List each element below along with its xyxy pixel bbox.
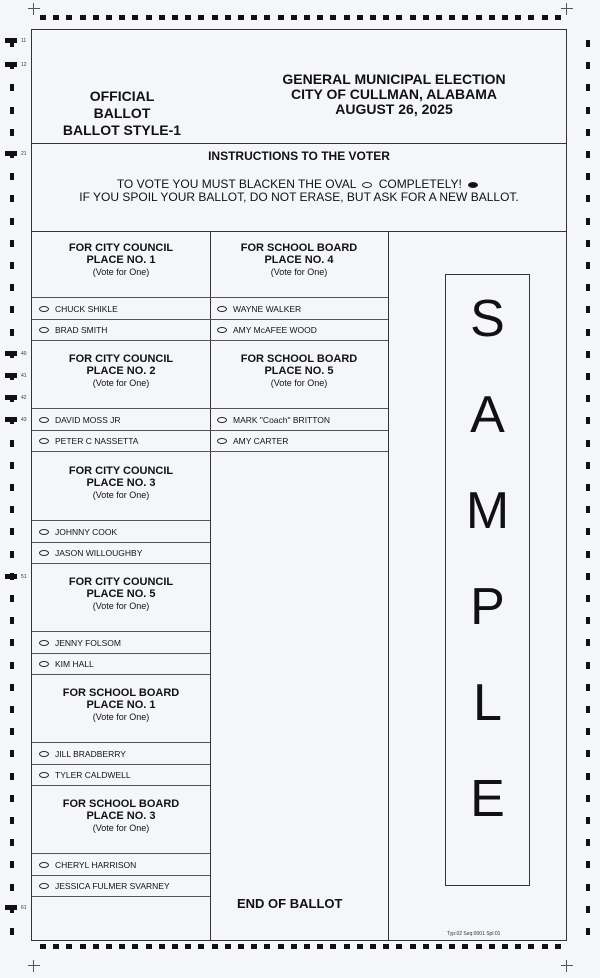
candidate-name: WAYNE WALKER [233,303,302,314]
timing-mark [317,944,323,949]
timing-mark [93,944,99,949]
timing-mark [586,462,590,469]
sample-letter: P [470,578,505,636]
sample-letter: A [470,386,505,444]
row-number: 42 [21,395,27,401]
sample-letter: L [473,674,502,732]
ballot-code: Typ:02 Seq:0001 Spl:01 [447,931,501,937]
sample-letter: S [470,290,505,348]
timing-mark [291,944,297,949]
timing-mark [317,15,323,20]
timing-mark [410,944,416,949]
timing-mark [185,944,191,949]
candidate-row[interactable] [210,297,388,319]
contest-heading [210,242,388,278]
vote-oval[interactable] [39,661,49,667]
contest-place: PLACE NO. 5 [264,365,334,377]
timing-mark [10,617,14,624]
vote-oval[interactable] [39,862,49,868]
timing-mark [10,195,14,202]
contest-place: PLACE NO. 3 [86,810,156,822]
timing-mark [555,944,561,949]
contest-place: PLACE NO. 3 [86,477,156,489]
vote-oval[interactable] [39,529,49,535]
timing-mark [10,928,14,935]
timing-mark [264,944,270,949]
timing-mark [5,574,17,579]
timing-mark [586,329,590,336]
row-number: 41 [21,373,27,379]
timing-mark [586,262,590,269]
timing-mark [344,15,350,20]
vote-instruction: (Vote for One) [270,267,328,277]
timing-mark [586,639,590,646]
timing-mark [357,944,363,949]
timing-mark [528,944,534,949]
timing-mark [396,944,402,949]
timing-mark [370,944,376,949]
row-number: 40 [21,351,27,357]
timing-mark [132,15,138,20]
registration-mark [561,960,573,972]
instructions-line-1 [32,177,566,191]
timing-mark [10,107,14,114]
column-divider [388,231,389,941]
timing-mark [383,944,389,949]
contest-office: FOR CITY COUNCIL [68,353,174,365]
ballot-frame [31,29,567,941]
candidate-row[interactable] [32,653,210,675]
timing-mark [502,15,508,20]
timing-mark [159,15,165,20]
timing-mark [5,905,17,910]
timing-mark [5,62,17,67]
timing-mark [344,944,350,949]
candidate-row[interactable] [210,319,388,341]
timing-mark [436,15,442,20]
timing-mark [586,484,590,491]
timing-mark [586,817,590,824]
timing-mark [586,662,590,669]
timing-mark [264,15,270,20]
timing-mark [185,15,191,20]
row-number: 61 [21,905,27,911]
timing-mark [586,684,590,691]
row-number: 43 [21,417,27,423]
ballot-style-label: BALLOT STYLE-1 [62,122,182,138]
timing-mark [586,440,590,447]
candidate-name: AMY CARTER [233,436,289,446]
timing-mark [586,395,590,402]
candidate-row[interactable] [32,542,210,564]
vote-oval[interactable] [39,438,49,444]
timing-mark [10,329,14,336]
timing-mark [330,944,336,949]
timing-mark [159,944,165,949]
timing-mark [119,15,125,20]
vote-oval[interactable] [39,640,49,646]
timing-mark [586,728,590,735]
instructions-text: COMPLETELY! [378,177,462,191]
timing-mark [66,944,72,949]
timing-mark [502,944,508,949]
timing-mark [10,262,14,269]
timing-mark [10,240,14,247]
timing-mark [5,417,17,422]
timing-mark [10,528,14,535]
vote-instruction: (Vote for One) [92,378,150,388]
sample-watermark-box [445,274,530,886]
timing-mark [80,944,86,949]
timing-mark [515,15,521,20]
contest-office: FOR CITY COUNCIL [68,242,174,254]
official-ballot-label: OFFICIAL BALLOT [89,88,155,121]
timing-mark [423,944,429,949]
vote-oval[interactable] [39,772,49,778]
timing-mark [10,639,14,646]
timing-mark [10,218,14,225]
contest-office: FOR SCHOOL BOARD [240,353,358,365]
filled-oval-icon [468,182,478,188]
vote-oval[interactable] [39,306,49,312]
timing-mark [225,15,231,20]
candidate-name: DAVID MOSS JR [55,414,121,425]
timing-mark [370,15,376,20]
timing-mark [586,773,590,780]
candidate-name: CHERYL HARRISON [55,859,137,870]
contest-heading [32,576,210,612]
timing-mark [586,617,590,624]
registration-mark [28,3,40,15]
timing-mark [586,928,590,935]
timing-mark [66,15,72,20]
vote-oval[interactable] [217,417,227,423]
election-date: AUGUST 26, 2025 [335,101,453,117]
contest-heading [32,353,210,389]
timing-mark [10,684,14,691]
timing-mark [586,40,590,47]
candidate-row[interactable] [32,764,210,786]
candidate-name: JENNY FOLSOM [55,637,121,648]
timing-mark [5,38,17,43]
timing-mark [278,944,284,949]
candidate-row[interactable] [32,520,210,542]
contest-heading [210,353,388,389]
contest-heading [32,242,210,278]
vote-oval[interactable] [39,883,49,889]
timing-mark [489,944,495,949]
timing-mark [10,84,14,91]
candidate-row[interactable] [32,319,210,341]
contest-office: FOR CITY COUNCIL [68,465,174,477]
timing-mark [586,906,590,913]
instructions-line-2: IF YOU SPOIL YOUR BALLOT, DO NOT ERASE, BUT ASK FOR A NEW BALLOT. [79,190,519,204]
timing-mark [586,528,590,535]
vote-oval[interactable] [217,306,227,312]
election-heading [232,72,556,117]
sample-letter: M [465,482,510,540]
candidate-name: PETER C NASSETTA [55,436,139,446]
contest-office: FOR SCHOOL BOARD [62,798,180,810]
timing-mark [212,944,218,949]
timing-mark [53,15,59,20]
empty-oval-icon [362,182,372,188]
timing-mark [238,15,244,20]
timing-mark [10,595,14,602]
timing-mark [5,373,17,378]
timing-mark [586,839,590,846]
timing-mark [106,944,112,949]
vote-instruction: (Vote for One) [92,712,150,722]
timing-mark [10,728,14,735]
timing-mark [449,944,455,949]
timing-mark [586,750,590,757]
candidate-name: MARK "Coach" BRITTON [233,414,331,425]
vote-instruction: (Vote for One) [92,267,150,277]
timing-mark [10,750,14,757]
instructions-title: INSTRUCTIONS TO THE VOTER [208,149,390,163]
candidate-row[interactable] [210,430,388,452]
timing-mark [586,195,590,202]
timing-mark [489,15,495,20]
timing-mark [146,944,152,949]
timing-mark [586,129,590,136]
timing-mark [586,173,590,180]
timing-mark [528,15,534,20]
timing-mark [198,944,204,949]
end-of-ballot-label: END OF BALLOT [237,896,343,911]
contest-office: FOR SCHOOL BOARD [62,687,180,699]
timing-mark [172,944,178,949]
timing-mark [10,462,14,469]
timing-mark [93,15,99,20]
registration-mark [561,3,573,15]
timing-mark [555,15,561,20]
row-number: 12 [21,62,27,68]
timing-mark [542,944,548,949]
timing-mark [410,15,416,20]
row-number: 51 [21,574,27,580]
timing-mark [10,773,14,780]
vote-oval[interactable] [217,438,227,444]
timing-mark [5,395,17,400]
candidate-name: JOHNNY COOK [55,526,118,537]
candidate-row[interactable] [32,853,210,875]
timing-mark [146,15,152,20]
timing-mark [586,351,590,358]
timing-mark [586,551,590,558]
timing-mark [586,151,590,158]
timing-mark [449,15,455,20]
timing-mark [462,944,468,949]
candidate-name: JESSICA FULMER SVARNEY [55,881,170,891]
contest-place: PLACE NO. 5 [86,588,156,600]
timing-mark [357,15,363,20]
timing-mark [198,15,204,20]
timing-mark [586,373,590,380]
candidate-row[interactable] [32,742,210,764]
instructions-text: TO VOTE YOU MUST BLACKEN THE OVAL [116,177,356,191]
timing-mark [172,15,178,20]
candidate-row[interactable] [32,430,210,452]
election-name: GENERAL MUNICIPAL ELECTION [282,71,506,87]
timing-mark [225,944,231,949]
candidate-row[interactable] [210,408,388,430]
timing-mark [586,284,590,291]
timing-mark [119,944,125,949]
candidate-row[interactable] [32,631,210,653]
timing-mark [586,107,590,114]
vote-oval[interactable] [39,751,49,757]
timing-mark [10,795,14,802]
timing-mark [53,944,59,949]
contest-place: PLACE NO. 1 [86,699,156,711]
timing-mark [106,15,112,20]
timing-mark [586,84,590,91]
candidate-row[interactable] [32,297,210,319]
timing-mark [5,151,17,156]
timing-mark [80,15,86,20]
contest-place: PLACE NO. 4 [264,254,334,266]
row-number: 11 [21,38,27,44]
candidate-name: KIM HALL [55,659,94,669]
timing-mark [132,944,138,949]
timing-mark [586,506,590,513]
timing-mark [586,595,590,602]
sample-letter: E [470,770,505,828]
timing-mark [10,129,14,136]
contest-office: FOR SCHOOL BOARD [240,242,358,254]
row-number: 21 [21,151,27,157]
timing-mark [238,944,244,949]
timing-mark [586,417,590,424]
timing-mark [586,884,590,891]
contest-heading [32,465,210,501]
candidate-row[interactable] [32,875,210,897]
timing-mark [304,944,310,949]
timing-mark [396,15,402,20]
vote-oval[interactable] [217,327,227,333]
vote-instruction: (Vote for One) [270,378,328,388]
timing-mark [462,15,468,20]
timing-mark [586,218,590,225]
timing-mark [10,551,14,558]
timing-mark [10,839,14,846]
timing-mark [436,944,442,949]
timing-mark [10,706,14,713]
candidate-name: JILL BRADBERRY [55,748,126,759]
timing-mark [423,15,429,20]
vote-instruction: (Vote for One) [92,823,150,833]
vote-oval[interactable] [39,417,49,423]
contest-office: FOR CITY COUNCIL [68,576,174,588]
timing-mark [10,506,14,513]
election-city: CITY OF CULLMAN, ALABAMA [290,86,498,102]
timing-mark [10,173,14,180]
candidate-name: CHUCK SHIKLE [55,303,118,314]
timing-mark [10,484,14,491]
timing-mark [476,944,482,949]
divider [32,143,566,144]
contest-heading [32,687,210,723]
candidate-name: TYLER CALDWELL [55,770,131,780]
timing-mark [515,944,521,949]
timing-mark [251,944,257,949]
timing-mark [212,15,218,20]
vote-oval[interactable] [39,550,49,556]
contest-place: PLACE NO. 2 [86,365,156,377]
vote-oval[interactable] [39,327,49,333]
timing-mark [10,662,14,669]
candidate-name: AMY McAFEE WOOD [233,325,317,335]
timing-mark [291,15,297,20]
timing-mark [586,573,590,580]
timing-mark [476,15,482,20]
timing-mark [586,706,590,713]
timing-mark [586,306,590,313]
timing-mark [10,284,14,291]
timing-mark [10,861,14,868]
timing-mark [10,440,14,447]
timing-mark [586,795,590,802]
timing-mark [5,351,17,356]
timing-mark [542,15,548,20]
divider [32,231,566,232]
timing-mark [40,944,46,949]
vote-instruction: (Vote for One) [92,601,150,611]
registration-mark [28,960,40,972]
timing-mark [251,15,257,20]
timing-mark [586,861,590,868]
timing-mark [330,15,336,20]
timing-mark [40,15,46,20]
timing-mark [383,15,389,20]
timing-mark [10,817,14,824]
candidate-name: JASON WILLOUGHBY [55,548,143,558]
candidate-row[interactable] [32,408,210,430]
contest-heading [32,798,210,834]
timing-mark [586,62,590,69]
timing-mark [10,306,14,313]
vote-instruction: (Vote for One) [92,490,150,500]
timing-mark [586,240,590,247]
timing-mark [304,15,310,20]
timing-mark [278,15,284,20]
contest-place: PLACE NO. 1 [86,254,156,266]
timing-mark [10,884,14,891]
candidate-name: BRAD SMITH [55,325,108,335]
ballot-style-heading [62,88,182,139]
